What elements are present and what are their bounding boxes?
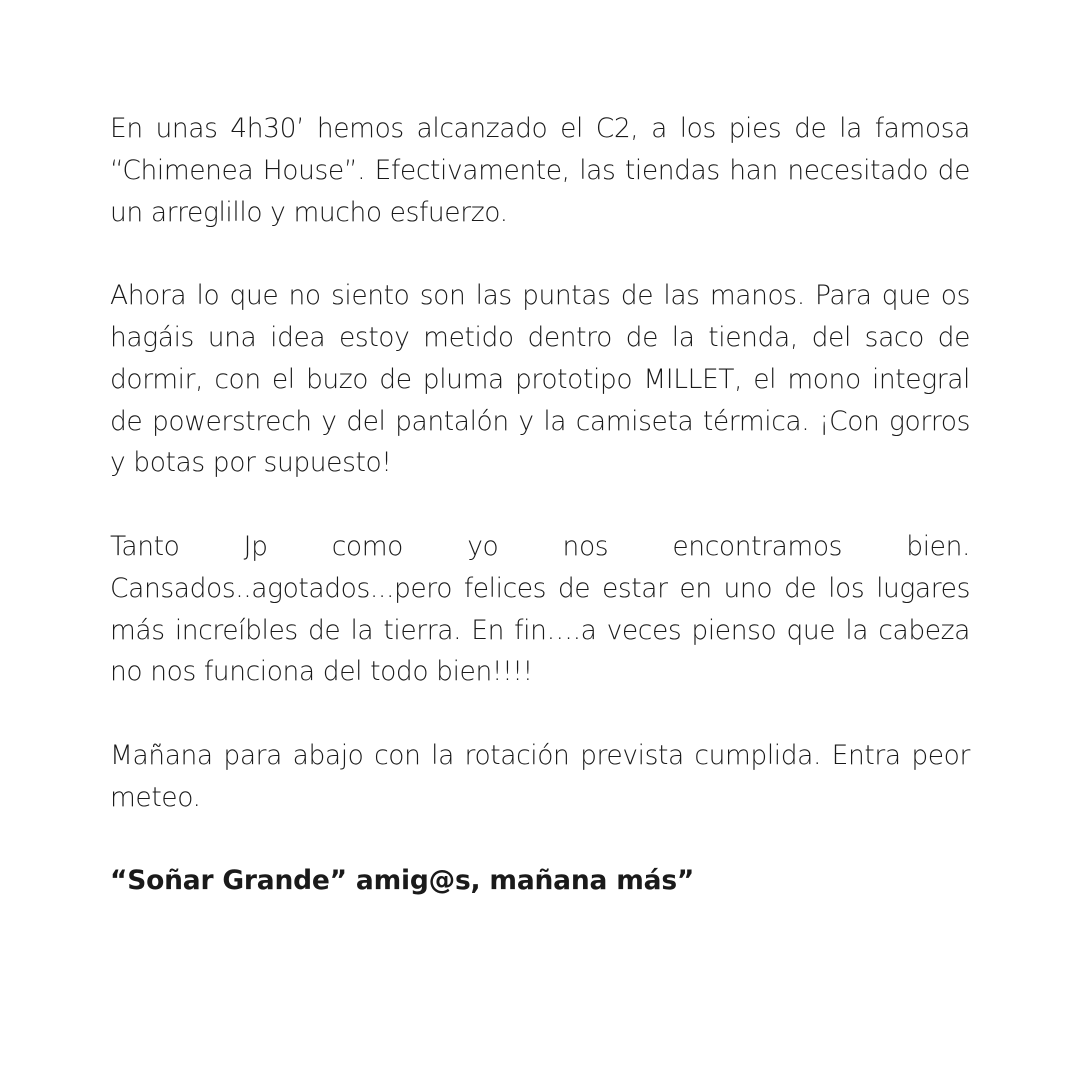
paragraph-2: Ahora lo que no siento son las puntas de las manos. Para que os hagáis una idea estoy metido dentro de la tienda, del saco de dormir, con el buzo de pluma prototipo MILLET, el mono integral de powerstrech y del pantalón y la camiseta térmica. ¡Con gorros y botas por supuesto!: [110, 280, 970, 479]
post-text-block: [110, 108, 970, 902]
closing-line: “Soñar Grande” amig@s, mañana más”: [110, 865, 695, 897]
paragraph-1: En unas 4h30’ hemos alcanzado el C2, a los pies de la famosa “Chimenea House”. Efectivamente, las tiendas han necesitado de un arreglillo y mucho esfuerzo.: [110, 113, 970, 228]
paragraph-3: Tanto Jp como yo nos encontramos bien. Cansados..agotados...pero felices de estar en uno de los lugares más increíbles de la tierra. En fin….a veces pienso que la cabeza no nos funciona del todo bien!!!!: [110, 530, 970, 688]
paragraph-4: Mañana para abajo con la rotación prevista cumplida. Entra peor meteo.: [110, 739, 970, 813]
